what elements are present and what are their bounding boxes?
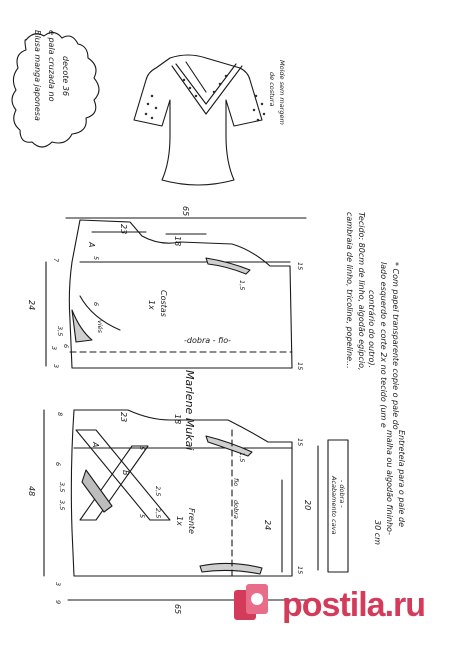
front-value-25: 2,5	[154, 486, 162, 497]
back-text-vies: viés	[96, 320, 104, 334]
back-armhole-drop: 18	[173, 236, 182, 247]
strip-note-2: malha ou algodão fininho-	[385, 430, 394, 535]
title-line-2: e pala cruzada no	[47, 30, 56, 102]
back-neck-shading	[72, 310, 92, 342]
front-hem-shading	[200, 563, 262, 574]
front-value-25b: 2,5	[154, 508, 162, 519]
back-value-35: 3,5	[56, 326, 64, 337]
front-fold-fio: fio	[232, 478, 240, 487]
strip-note-3: 30 cm	[373, 520, 382, 545]
back-value-3b: 3	[50, 346, 58, 351]
front-bottom-65: 65	[173, 604, 182, 615]
notes-line-2: cambraia de linho, tricoline, popeline...	[345, 212, 354, 369]
notes-line-1: Tecido: 80cm de linho, algodão egípcio,	[357, 212, 366, 371]
back-value-15b: 15	[296, 362, 304, 371]
title-line-1: Blusa manga japonesa	[33, 30, 42, 121]
back-armhole-shading	[206, 258, 250, 274]
strip-note-1: Entretela para o pale de	[397, 430, 406, 528]
front-value-8: 8	[56, 412, 64, 417]
back-label-1: Costas	[159, 290, 168, 317]
front-value-5b: 5	[138, 514, 146, 519]
front-value-5a: 5	[138, 446, 146, 451]
front-piece-outline	[71, 410, 292, 576]
facing-label-2: Acabamento cava	[330, 476, 338, 535]
watermark-text: postila.ru	[282, 585, 426, 624]
front-letter-A: A	[91, 442, 100, 448]
front-fold-dobra: dobra	[232, 500, 240, 519]
caption-line-1: Molde sem margem	[278, 60, 286, 125]
front-value-6: 6	[54, 462, 62, 467]
front-value-9: 9	[54, 600, 62, 605]
front-value-35a: 3,5	[58, 482, 66, 493]
front-value-15b: 1,5	[238, 452, 246, 463]
front-letter-B: B	[121, 470, 130, 476]
back-label-2: 1x	[147, 300, 156, 310]
polka-dots	[145, 75, 265, 121]
back-height: 24	[27, 300, 36, 311]
front-value-3: 3	[54, 582, 62, 587]
notes-line-5: contrário do outro).	[367, 290, 376, 369]
back-edge-7: 7	[52, 258, 60, 263]
back-top-total: 65	[181, 206, 190, 217]
front-top-23: 23	[119, 412, 128, 423]
facing-label-1: - dobra -	[338, 480, 346, 508]
front-pala-shading	[82, 470, 112, 512]
front-height-24: 24	[263, 520, 272, 531]
back-edge-3: 3	[52, 364, 60, 369]
front-value-15c: 15	[296, 566, 304, 575]
caption-line-2: de costura	[268, 72, 276, 107]
facing-measure: 20	[303, 500, 312, 511]
notes-line-3: * Com papel transparente copie o pale do	[391, 262, 400, 430]
back-value-15a: 15	[296, 262, 304, 271]
signature: Marlene Mukai	[183, 370, 196, 451]
postila-logo-icon	[232, 580, 276, 630]
back-value-6b: 6	[62, 344, 70, 349]
front-armhole-18: 18	[173, 414, 182, 425]
back-neck-value: 5	[92, 256, 100, 261]
title-line-3: decote 36	[61, 56, 70, 97]
notes-line-4: lado esquerdo e corte 2x no tecido (um e	[379, 262, 388, 428]
back-value-6: 6	[92, 302, 100, 307]
back-shoulder-width: 23	[119, 224, 128, 235]
front-label-1: Frente	[187, 508, 196, 534]
front-width-48: 48	[27, 486, 36, 497]
blouse-sketch	[134, 55, 262, 185]
back-value-15c: 1,5	[238, 280, 246, 291]
front-value-35b: 3,5	[58, 500, 66, 511]
front-value-15: 15	[296, 438, 304, 447]
back-fold-label: -dobra - fio-	[184, 336, 232, 345]
front-label-2: 1x	[175, 516, 184, 526]
back-neck-letter: A	[87, 242, 96, 248]
watermark	[232, 580, 425, 630]
